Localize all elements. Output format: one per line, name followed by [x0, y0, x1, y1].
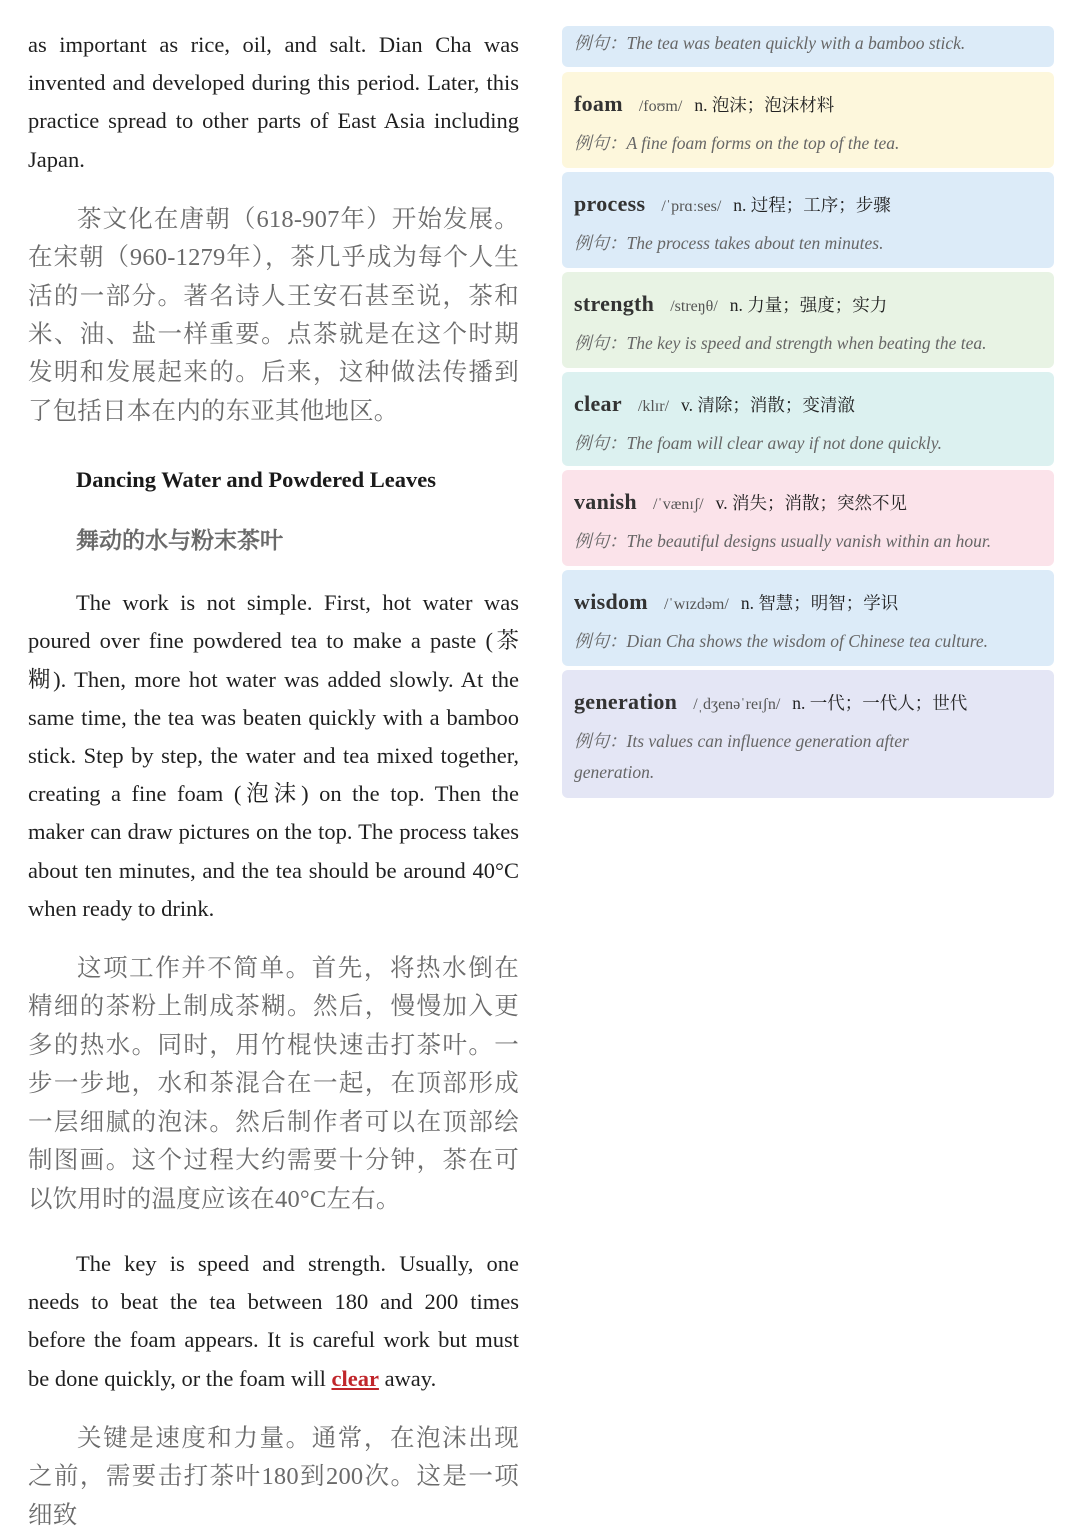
vocab-definition: v. 消失；消散；突然不见: [715, 493, 907, 513]
vocab-word: generation: [574, 689, 678, 714]
vocab-example: 例句：The foam will clear away if not done quickly.: [574, 433, 942, 453]
vocab-card-foam: [562, 72, 1054, 168]
paragraph-3-text-after: away.: [378, 1365, 437, 1391]
vocab-phonetic: /klɪr/: [637, 398, 670, 415]
vocab-word: process: [574, 191, 646, 216]
section-heading-english: Dancing Water and Powdered Leaves: [76, 467, 437, 493]
vocab-phonetic: /streŋθ/: [670, 298, 718, 315]
vocab-phonetic: /ˈwɪzdəm/: [663, 596, 729, 613]
vocab-example: 例句：Its values can influence generation after generation.: [574, 731, 909, 782]
vocab-example: 例句：Dian Cha shows the wisdom of Chinese tea culture.: [574, 631, 988, 651]
chinese-paragraph-1: 茶文化在唐朝（618-907年）开始发展。在宋朝（960-1279年），茶几乎成为每个人生活的一部分。著名诗人王安石甚至说，茶和米、油、盐一样重要。点茶就是在这个时期发明和发展起来的。后来，这种做法传播到了包括日本在内的东亚其他地区。: [28, 205, 519, 425]
chinese-paragraph-2: 这项工作并不简单。首先，将热水倒在精细的茶粉上制成茶糊。然后，慢慢加入更多的热水。同时，用竹棍快速击打茶叶。一步一步地，水和茶混合在一起，在顶部形成一层细腻的泡沫。然后制作者可以在顶部绘制图画。这个过程大约需要十分钟，茶在可以饮用时的温度应该在40°C左右。: [28, 955, 519, 1213]
vocab-phonetic: /ˈvænɪʃ/: [652, 496, 704, 513]
vocab-definition: n. 泡沫；泡沫材料: [694, 95, 835, 115]
vocab-example: 例句：The process takes about ten minutes.: [574, 233, 884, 253]
vocab-word: strength: [574, 291, 655, 316]
vocab-definition: n. 智慧；明智；学识: [740, 593, 899, 613]
chinese-paragraph-3: 关键是速度和力量。通常，在泡沫出现之前，需要击打茶叶180到200次。这是一项细致: [28, 1424, 519, 1529]
english-paragraph-2: The work is not simple. First, hot water was poured over fine powdered tea to make a paste (茶糊). Then, more hot water was added slowly. At the same time, the tea was beaten quickly with a bamboo stick. Step by step, the water and tea mixed together, creating a fine foam (泡沫) on the top. Then the maker can draw pictures on the top. The process takes about ten minutes, and the tea should be around 40°C when ready to drink.: [28, 590, 519, 921]
section-heading-chinese: 舞动的水与粉末茶叶: [76, 528, 283, 554]
vocab-example: 例句：A fine foam forms on the top of the tea.: [574, 133, 900, 153]
vocab-word: clear: [574, 391, 622, 416]
vocab-definition: n. 过程；工序；步骤: [733, 195, 891, 215]
vocab-word: vanish: [574, 489, 637, 514]
vocab-example: 例句：The tea was beaten quickly with a bamboo stick.: [574, 33, 966, 53]
paragraph-3-text-before: The key is speed and strength. Usually, one needs to beat the tea between 180 and 200 times before the foam appears. It is careful work but must be done quickly, or the foam will: [28, 1250, 519, 1391]
keyword-clear-link[interactable]: clear: [331, 1365, 379, 1391]
vocab-definition: n. 力量；强度；实力: [729, 295, 888, 315]
vocab-card-process: [562, 172, 1054, 268]
vocab-phonetic: /ˌdʒenəˈreɪʃn/: [693, 696, 781, 713]
vocab-card-wisdom: [562, 570, 1054, 666]
vocab-word: wisdom: [574, 589, 648, 614]
vocab-definition: n. 一代；一代人；世代: [792, 693, 968, 713]
vocab-card-vanish: [562, 470, 1054, 566]
vocab-card-example-only: [562, 26, 1054, 67]
vocab-phonetic: /foʊm/: [638, 98, 683, 115]
vocab-card-generation: [562, 670, 1054, 798]
vocab-card-strength: [562, 272, 1054, 368]
vocab-word: foam: [574, 91, 623, 116]
english-paragraph-3: [28, 1245, 519, 1398]
vocab-example: 例句：The key is speed and strength when beating the tea.: [574, 333, 987, 353]
article-column: [28, 26, 519, 1535]
vocab-card-clear: [562, 372, 1054, 466]
vocab-phonetic: /ˈprɑːses/: [661, 198, 722, 215]
english-paragraph-1: as important as rice, oil, and salt. Dian Cha was invented and developed during this period. Later, this practice spread to other parts of East Asia including Japan.: [28, 32, 519, 172]
vocab-example: 例句：The beautiful designs usually vanish within an hour.: [574, 531, 992, 551]
vocab-definition: v. 清除；消散；变清澈: [681, 395, 855, 415]
